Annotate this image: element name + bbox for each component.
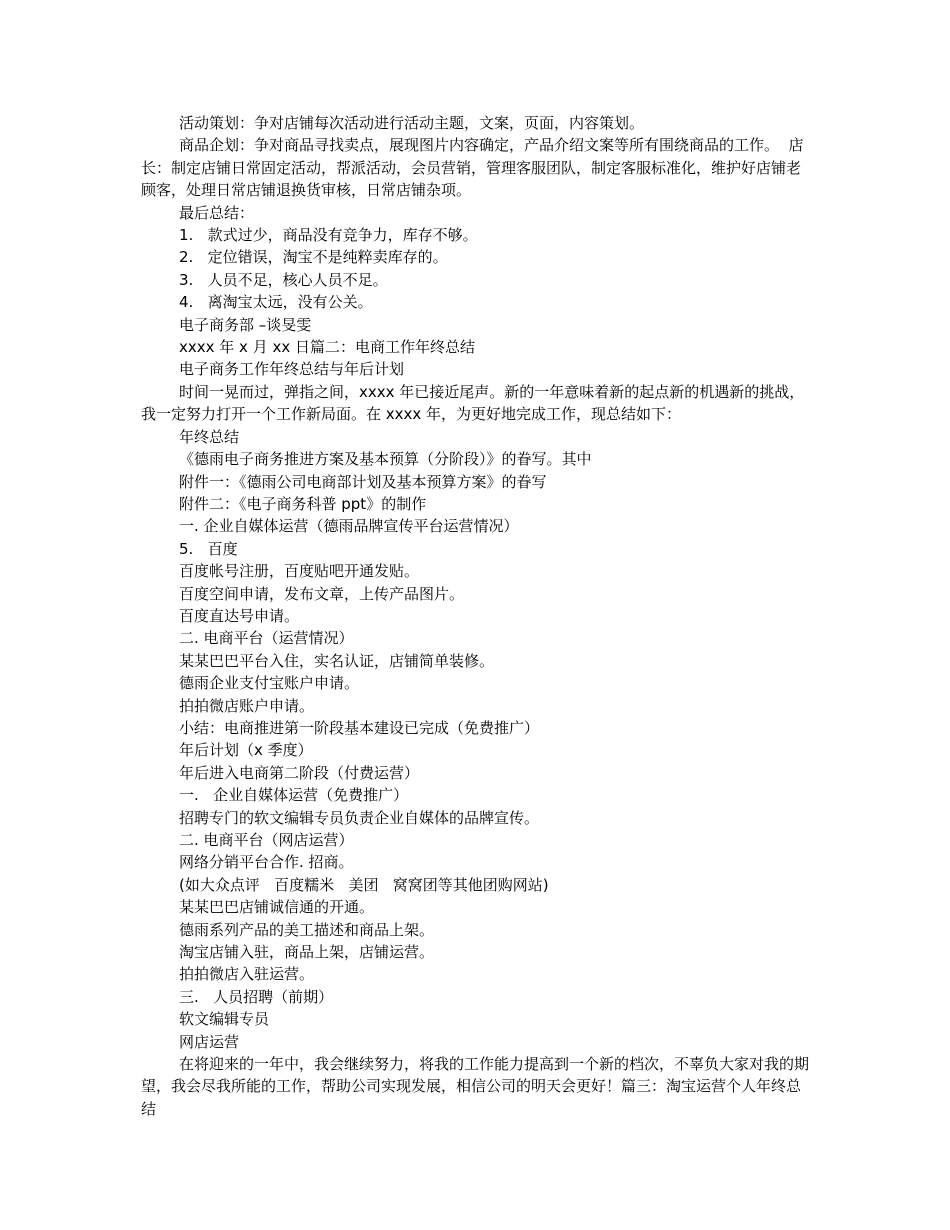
attachment-one: 附件一：《德雨公司电商部计划及基本预算方案》的眷写	[179, 472, 547, 491]
line-summary-phase-one: 小结：电商推进第一阶段基本建设已完成（免费推广）	[179, 718, 540, 737]
line-distribution: 网络分销平台合作. 招商。	[179, 853, 354, 872]
heading-ecommerce-platform: 二. 电商平台（运营情况）	[179, 629, 354, 648]
line-hire-editor: 招聘专门的软文编辑专员负责企业自媒体的品牌宣传。	[179, 808, 540, 827]
line-paipai-store: 拍拍微店入驻运营。	[179, 965, 315, 984]
line-paipai-account: 拍拍微店账户申请。	[179, 696, 315, 715]
heading-self-media-free: 一. 企业自媒体运营（免费推广）	[179, 786, 409, 805]
list-item-1: 1. 款式过少，商品没有竞争力，库存不够。	[179, 226, 478, 245]
paragraph-activity-planning: 活动策划：争对店铺每次活动进行活动主题，文案，页面，内容策划。	[179, 114, 645, 132]
line-phase-two: 年后进入电商第二阶段（付费运营）	[179, 763, 420, 782]
paragraph-final-summary-heading: 最后总结：	[179, 203, 255, 222]
list-item-4: 4. 离淘宝太远，没有公关。	[179, 293, 373, 312]
paragraph-product-planning: 商品企划：争对商品寻找卖点，展现图片内容确定，产品介绍文案等所有围绕商品的工作。 店长：制定店铺日常固定活动，帮派活动，会员营销，管理客服团队，制定客服标准化，维护好店铺老顾客，处理日常店铺退换货审核，日常店铺杂项。	[141, 136, 804, 200]
section-two-title: 电子商务工作年终总结与年后计划	[179, 360, 405, 379]
attachment-two: 附件二：《电子商务科普 ppt》的制作	[179, 494, 427, 513]
heading-recruitment: 三. 人员招聘（前期）	[179, 987, 334, 1006]
heading-next-year-plan: 年后计划（x 季度）	[179, 741, 313, 760]
list-item-baidu: 5. 百度	[179, 539, 238, 558]
heading-self-media: 一. 企业自媒体运营（德雨品牌宣传平台运营情况）	[179, 517, 519, 536]
line-baidu-account: 百度帐号注册，百度贴吧开通发贴。	[179, 562, 420, 581]
paragraph-plan-doc: 《德雨电子商务推进方案及基本预算（分阶段）》的眷写。其中	[179, 450, 592, 469]
heading-annual-summary: 年终总结	[179, 427, 240, 446]
list-item-2: 2. 定位错误，淘宝不是纯粹卖库存的。	[179, 248, 448, 267]
line-alipay: 德雨企业支付宝账户申请。	[179, 674, 360, 693]
line-trustpass: 某某巴巴店铺诚信通的开通。	[179, 898, 375, 917]
line-store-ops-role: 网店运营	[179, 1032, 240, 1051]
list-item-3: 3. 人员不足，核心人员不足。	[179, 270, 388, 289]
document-body	[141, 112, 813, 1120]
line-product-listing: 德雨系列产品的美工描述和商品上架。	[179, 920, 435, 939]
line-taobao-store: 淘宝店铺入驻，商品上架，店铺运营。	[179, 943, 435, 962]
heading-online-store: 二. 电商平台（网店运营）	[179, 831, 354, 849]
author-line: 电子商务部 –谈旻雯	[179, 315, 312, 334]
line-baidu-direct: 百度直达号申请。	[179, 606, 300, 625]
paragraph-intro: 时间一晃而过，弹指之间，xxxx 年已接近尾声。新的一年意味着新的起点新的机遇新的挑战，我一定努力打开一个工作新局面。在 xxxx 年，为更好地完成工作，现总结如下：	[141, 382, 805, 424]
line-editor-role: 软文编辑专员	[179, 1010, 270, 1029]
line-group-buy-sites: (如大众点评 百度糯米 美团 窝窝团等其他团购网站)	[179, 875, 549, 894]
line-platform-entry: 某某巴巴平台入住，实名认证，店铺简单装修。	[179, 651, 495, 670]
line-baidu-space: 百度空间申请，发布文章，上传产品图片。	[179, 584, 465, 603]
paragraph-closing: 在将迎来的一年中，我会继续努力，将我的工作能力提高到一个新的档次，不辜负大家对我的期望，我会尽我所能的工作，帮助公司实现发展，相信公司的明天会更好！篇三：淘宝运营个人年终总结	[141, 1055, 810, 1118]
date-and-section-two: xxxx 年 x 月 xx 日篇二：电商工作年终总结	[179, 338, 475, 357]
